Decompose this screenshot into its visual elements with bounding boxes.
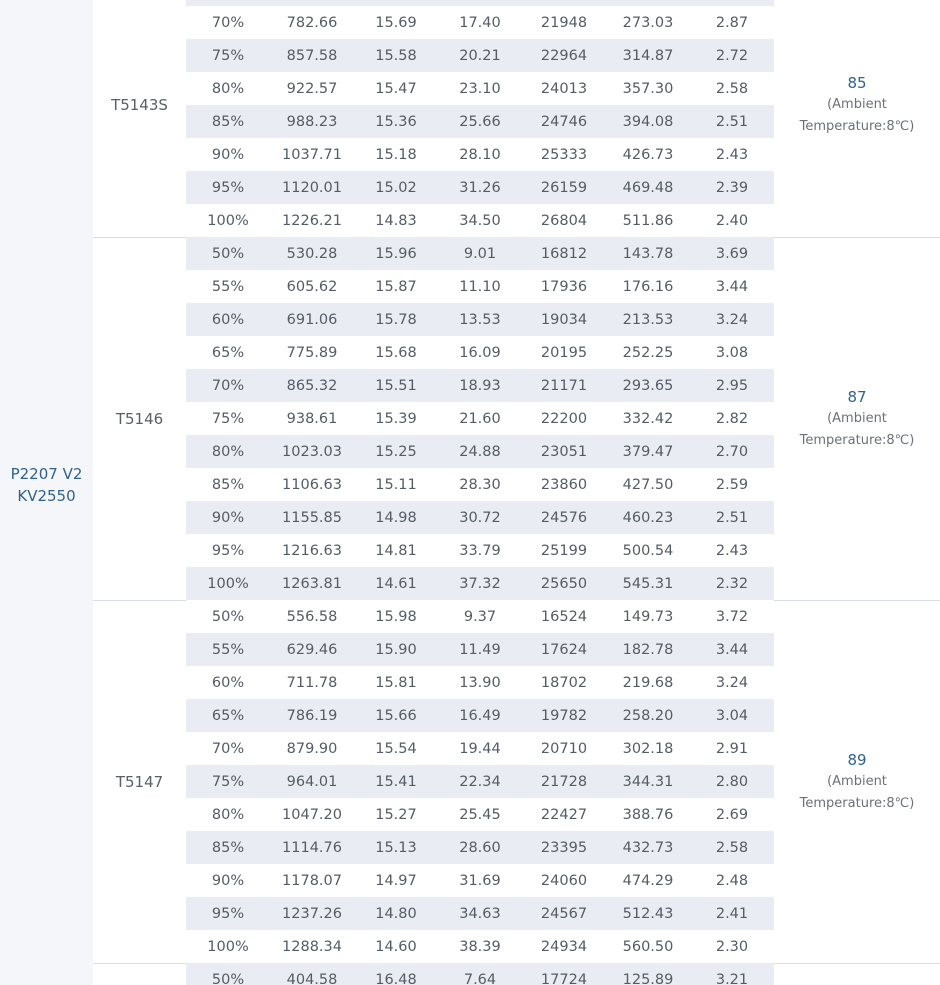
efficiency-cell: 2.58 — [690, 831, 774, 864]
throttle-cell: 95% — [186, 897, 270, 930]
weight-cell: 865.32 — [270, 369, 354, 402]
rpm-cell: 19782 — [522, 699, 606, 732]
power-cell: 332.42 — [606, 402, 690, 435]
throttle-cell: 50% — [186, 237, 270, 270]
ambient-note-line2: Temperature:8℃) — [799, 432, 915, 448]
voltage-cell: 15.36 — [354, 105, 438, 138]
current-cell: 7.64 — [438, 963, 522, 985]
power-cell: 545.31 — [606, 567, 690, 600]
throttle-cell: 100% — [186, 567, 270, 600]
efficiency-cell: 2.39 — [690, 171, 774, 204]
motor-model-line1: P2207 V2 — [10, 464, 83, 483]
rpm-cell: 25333 — [522, 138, 606, 171]
throttle-cell: 80% — [186, 72, 270, 105]
throttle-cell: 85% — [186, 831, 270, 864]
table-row — [0, 963, 940, 985]
voltage-cell: 15.51 — [354, 369, 438, 402]
power-cell: 512.43 — [606, 897, 690, 930]
weight-cell: 1037.71 — [270, 138, 354, 171]
propeller-cell: T5143S — [93, 0, 186, 237]
efficiency-cell: 2.69 — [690, 798, 774, 831]
current-cell: 9.37 — [438, 600, 522, 633]
ambient-note-line1: (Ambient — [827, 773, 887, 789]
throttle-cell: 90% — [186, 138, 270, 171]
throttle-cell: 90% — [186, 864, 270, 897]
voltage-cell: 15.68 — [354, 336, 438, 369]
weight-cell: 879.90 — [270, 732, 354, 765]
voltage-cell: 14.83 — [354, 204, 438, 237]
temperature-value: 87 — [847, 387, 867, 406]
power-cell: 302.18 — [606, 732, 690, 765]
weight-cell: 782.66 — [270, 6, 354, 39]
current-cell: 25.66 — [438, 105, 522, 138]
efficiency-cell: 2.43 — [690, 138, 774, 171]
current-cell: 9.01 — [438, 237, 522, 270]
efficiency-cell: 3.44 — [690, 270, 774, 303]
weight-cell: 1178.07 — [270, 864, 354, 897]
voltage-cell: 15.11 — [354, 468, 438, 501]
current-cell: 16.49 — [438, 699, 522, 732]
temperature-value: 85 — [847, 73, 867, 92]
voltage-cell: 14.80 — [354, 897, 438, 930]
efficiency-cell: 2.43 — [690, 534, 774, 567]
weight-cell: 711.78 — [270, 666, 354, 699]
power-cell: 149.73 — [606, 600, 690, 633]
rpm-cell: 22200 — [522, 402, 606, 435]
throttle-cell: 100% — [186, 204, 270, 237]
throttle-cell: 95% — [186, 171, 270, 204]
current-cell: 19.44 — [438, 732, 522, 765]
temperature-value: 89 — [847, 750, 867, 769]
weight-cell: 786.19 — [270, 699, 354, 732]
weight-cell: 605.62 — [270, 270, 354, 303]
efficiency-cell: 2.51 — [690, 105, 774, 138]
current-cell: 31.26 — [438, 171, 522, 204]
current-cell: 28.60 — [438, 831, 522, 864]
throttle-cell: 50% — [186, 600, 270, 633]
temperature-cell — [774, 237, 940, 600]
rpm-cell: 26804 — [522, 204, 606, 237]
current-cell: 22.34 — [438, 765, 522, 798]
voltage-cell: 15.47 — [354, 72, 438, 105]
rpm-cell: 20195 — [522, 336, 606, 369]
current-cell: 23.10 — [438, 72, 522, 105]
weight-cell: 629.46 — [270, 633, 354, 666]
throttle-cell: 85% — [186, 468, 270, 501]
power-cell: 125.89 — [606, 963, 690, 985]
current-cell: 28.10 — [438, 138, 522, 171]
throttle-cell: 85% — [186, 105, 270, 138]
efficiency-cell: 2.70 — [690, 435, 774, 468]
weight-cell: 1114.76 — [270, 831, 354, 864]
voltage-cell: 15.25 — [354, 435, 438, 468]
power-cell: 427.50 — [606, 468, 690, 501]
ambient-note-line2: Temperature:8℃) — [799, 795, 915, 811]
rpm-cell: 26159 — [522, 171, 606, 204]
weight-cell: 922.57 — [270, 72, 354, 105]
efficiency-cell: 3.24 — [690, 303, 774, 336]
power-cell: 213.53 — [606, 303, 690, 336]
voltage-cell: 14.98 — [354, 501, 438, 534]
current-cell: 13.90 — [438, 666, 522, 699]
rpm-cell: 17624 — [522, 633, 606, 666]
rpm-cell: 21171 — [522, 369, 606, 402]
current-cell: 25.45 — [438, 798, 522, 831]
current-cell: 20.21 — [438, 39, 522, 72]
power-cell: 293.65 — [606, 369, 690, 402]
power-cell: 143.78 — [606, 237, 690, 270]
current-cell: 11.10 — [438, 270, 522, 303]
temperature-cell — [774, 600, 940, 963]
efficiency-cell: 2.59 — [690, 468, 774, 501]
power-cell: 432.73 — [606, 831, 690, 864]
efficiency-cell: 3.24 — [690, 666, 774, 699]
weight-cell: 1023.03 — [270, 435, 354, 468]
current-cell: 18.93 — [438, 369, 522, 402]
efficiency-cell: 3.21 — [690, 963, 774, 985]
voltage-cell: 14.60 — [354, 930, 438, 963]
table-row — [0, 600, 940, 633]
weight-cell: 1263.81 — [270, 567, 354, 600]
weight-cell: 988.23 — [270, 105, 354, 138]
weight-cell: 1288.34 — [270, 930, 354, 963]
throttle-cell: 75% — [186, 765, 270, 798]
voltage-cell: 15.87 — [354, 270, 438, 303]
rpm-cell: 21728 — [522, 765, 606, 798]
power-cell: 219.68 — [606, 666, 690, 699]
throttle-cell: 80% — [186, 798, 270, 831]
efficiency-cell: 2.51 — [690, 501, 774, 534]
throttle-cell: 55% — [186, 633, 270, 666]
power-cell: 511.86 — [606, 204, 690, 237]
voltage-cell: 15.54 — [354, 732, 438, 765]
rpm-cell: 24746 — [522, 105, 606, 138]
current-cell: 16.09 — [438, 336, 522, 369]
voltage-cell: 15.13 — [354, 831, 438, 864]
voltage-cell: 15.78 — [354, 303, 438, 336]
efficiency-cell: 2.72 — [690, 39, 774, 72]
weight-cell: 556.58 — [270, 600, 354, 633]
voltage-cell: 15.02 — [354, 171, 438, 204]
throttle-cell: 70% — [186, 369, 270, 402]
current-cell: 38.39 — [438, 930, 522, 963]
throttle-cell: 75% — [186, 39, 270, 72]
weight-cell: 1216.63 — [270, 534, 354, 567]
power-cell: 469.48 — [606, 171, 690, 204]
current-cell: 28.30 — [438, 468, 522, 501]
rpm-cell: 24576 — [522, 501, 606, 534]
rpm-cell: 23395 — [522, 831, 606, 864]
rpm-cell: 22427 — [522, 798, 606, 831]
voltage-cell: 14.97 — [354, 864, 438, 897]
efficiency-cell: 3.72 — [690, 600, 774, 633]
throttle-cell: 55% — [186, 270, 270, 303]
power-cell: 500.54 — [606, 534, 690, 567]
temperature-cell — [774, 963, 940, 985]
weight-cell: 1237.26 — [270, 897, 354, 930]
weight-cell: 1226.21 — [270, 204, 354, 237]
throttle-cell: 95% — [186, 534, 270, 567]
throttle-cell: 65% — [186, 699, 270, 732]
efficiency-cell: 2.32 — [690, 567, 774, 600]
motor-model-line2: KV2550 — [17, 486, 76, 505]
rpm-cell: 24934 — [522, 930, 606, 963]
current-cell: 34.63 — [438, 897, 522, 930]
efficiency-cell: 3.69 — [690, 237, 774, 270]
weight-cell: 964.01 — [270, 765, 354, 798]
current-cell: 30.72 — [438, 501, 522, 534]
throttle-cell: 90% — [186, 501, 270, 534]
ambient-note-line2: Temperature:8℃) — [799, 118, 915, 134]
rpm-cell: 24567 — [522, 897, 606, 930]
propeller-cell: T5146 — [93, 237, 186, 600]
efficiency-cell: 2.58 — [690, 72, 774, 105]
voltage-cell: 15.81 — [354, 666, 438, 699]
power-cell: 273.03 — [606, 6, 690, 39]
rpm-cell: 24013 — [522, 72, 606, 105]
temperature-cell — [774, 0, 940, 237]
throttle-cell: 70% — [186, 6, 270, 39]
ambient-note-line1: (Ambient — [827, 410, 887, 426]
power-cell: 252.25 — [606, 336, 690, 369]
weight-cell: 1047.20 — [270, 798, 354, 831]
power-cell: 460.23 — [606, 501, 690, 534]
power-cell: 394.08 — [606, 105, 690, 138]
efficiency-cell: 2.41 — [690, 897, 774, 930]
weight-cell: 938.61 — [270, 402, 354, 435]
power-cell: 388.76 — [606, 798, 690, 831]
weight-cell: 857.58 — [270, 39, 354, 72]
current-cell: 21.60 — [438, 402, 522, 435]
throttle-cell: 80% — [186, 435, 270, 468]
current-cell: 24.88 — [438, 435, 522, 468]
voltage-cell: 14.81 — [354, 534, 438, 567]
current-cell: 33.79 — [438, 534, 522, 567]
rpm-cell: 25650 — [522, 567, 606, 600]
efficiency-cell: 2.91 — [690, 732, 774, 765]
weight-cell: 1106.63 — [270, 468, 354, 501]
voltage-cell: 15.18 — [354, 138, 438, 171]
throttle-cell: 60% — [186, 303, 270, 336]
power-cell: 258.20 — [606, 699, 690, 732]
throttle-cell: 75% — [186, 402, 270, 435]
power-cell: 314.87 — [606, 39, 690, 72]
voltage-cell: 15.41 — [354, 765, 438, 798]
voltage-cell: 15.66 — [354, 699, 438, 732]
power-cell: 474.29 — [606, 864, 690, 897]
power-cell: 182.78 — [606, 633, 690, 666]
rpm-cell: 23860 — [522, 468, 606, 501]
rpm-cell: 18702 — [522, 666, 606, 699]
power-cell: 379.47 — [606, 435, 690, 468]
power-cell: 426.73 — [606, 138, 690, 171]
power-cell: 344.31 — [606, 765, 690, 798]
current-cell: 17.40 — [438, 6, 522, 39]
weight-cell: 1120.01 — [270, 171, 354, 204]
motor-model-cell — [0, 0, 93, 985]
power-cell: 560.50 — [606, 930, 690, 963]
weight-cell: 404.58 — [270, 963, 354, 985]
rpm-cell: 22964 — [522, 39, 606, 72]
propeller-cell: T5147 — [93, 600, 186, 963]
voltage-cell: 15.58 — [354, 39, 438, 72]
rpm-cell: 17936 — [522, 270, 606, 303]
weight-cell: 530.28 — [270, 237, 354, 270]
rpm-cell: 16812 — [522, 237, 606, 270]
efficiency-cell: 2.87 — [690, 6, 774, 39]
efficiency-cell: 2.30 — [690, 930, 774, 963]
efficiency-cell: 2.80 — [690, 765, 774, 798]
efficiency-cell: 2.40 — [690, 204, 774, 237]
efficiency-cell: 3.04 — [690, 699, 774, 732]
efficiency-cell: 2.48 — [690, 864, 774, 897]
voltage-cell: 15.69 — [354, 6, 438, 39]
voltage-cell: 14.61 — [354, 567, 438, 600]
rpm-cell: 24060 — [522, 864, 606, 897]
efficiency-cell: 2.82 — [690, 402, 774, 435]
ambient-note-line1: (Ambient — [827, 96, 887, 112]
voltage-cell: 15.98 — [354, 600, 438, 633]
propeller-cell — [93, 963, 186, 985]
rpm-cell: 16524 — [522, 600, 606, 633]
current-cell: 34.50 — [438, 204, 522, 237]
weight-cell: 691.06 — [270, 303, 354, 336]
current-cell: 13.53 — [438, 303, 522, 336]
table-row — [0, 237, 940, 270]
power-cell: 357.30 — [606, 72, 690, 105]
current-cell: 11.49 — [438, 633, 522, 666]
current-cell: 31.69 — [438, 864, 522, 897]
efficiency-cell: 3.44 — [690, 633, 774, 666]
voltage-cell: 16.48 — [354, 963, 438, 985]
rpm-cell: 21948 — [522, 6, 606, 39]
weight-cell: 1155.85 — [270, 501, 354, 534]
rpm-cell: 23051 — [522, 435, 606, 468]
throttle-cell: 100% — [186, 930, 270, 963]
power-cell: 176.16 — [606, 270, 690, 303]
efficiency-cell: 2.95 — [690, 369, 774, 402]
rpm-cell: 19034 — [522, 303, 606, 336]
rpm-cell: 17724 — [522, 963, 606, 985]
voltage-cell: 15.39 — [354, 402, 438, 435]
current-cell: 37.32 — [438, 567, 522, 600]
throttle-cell: 65% — [186, 336, 270, 369]
throttle-cell: 60% — [186, 666, 270, 699]
voltage-cell: 15.90 — [354, 633, 438, 666]
efficiency-cell: 3.08 — [690, 336, 774, 369]
throttle-cell: 70% — [186, 732, 270, 765]
voltage-cell: 15.96 — [354, 237, 438, 270]
weight-cell: 775.89 — [270, 336, 354, 369]
rpm-cell: 20710 — [522, 732, 606, 765]
voltage-cell: 15.27 — [354, 798, 438, 831]
rpm-cell: 25199 — [522, 534, 606, 567]
throttle-cell: 50% — [186, 963, 270, 985]
